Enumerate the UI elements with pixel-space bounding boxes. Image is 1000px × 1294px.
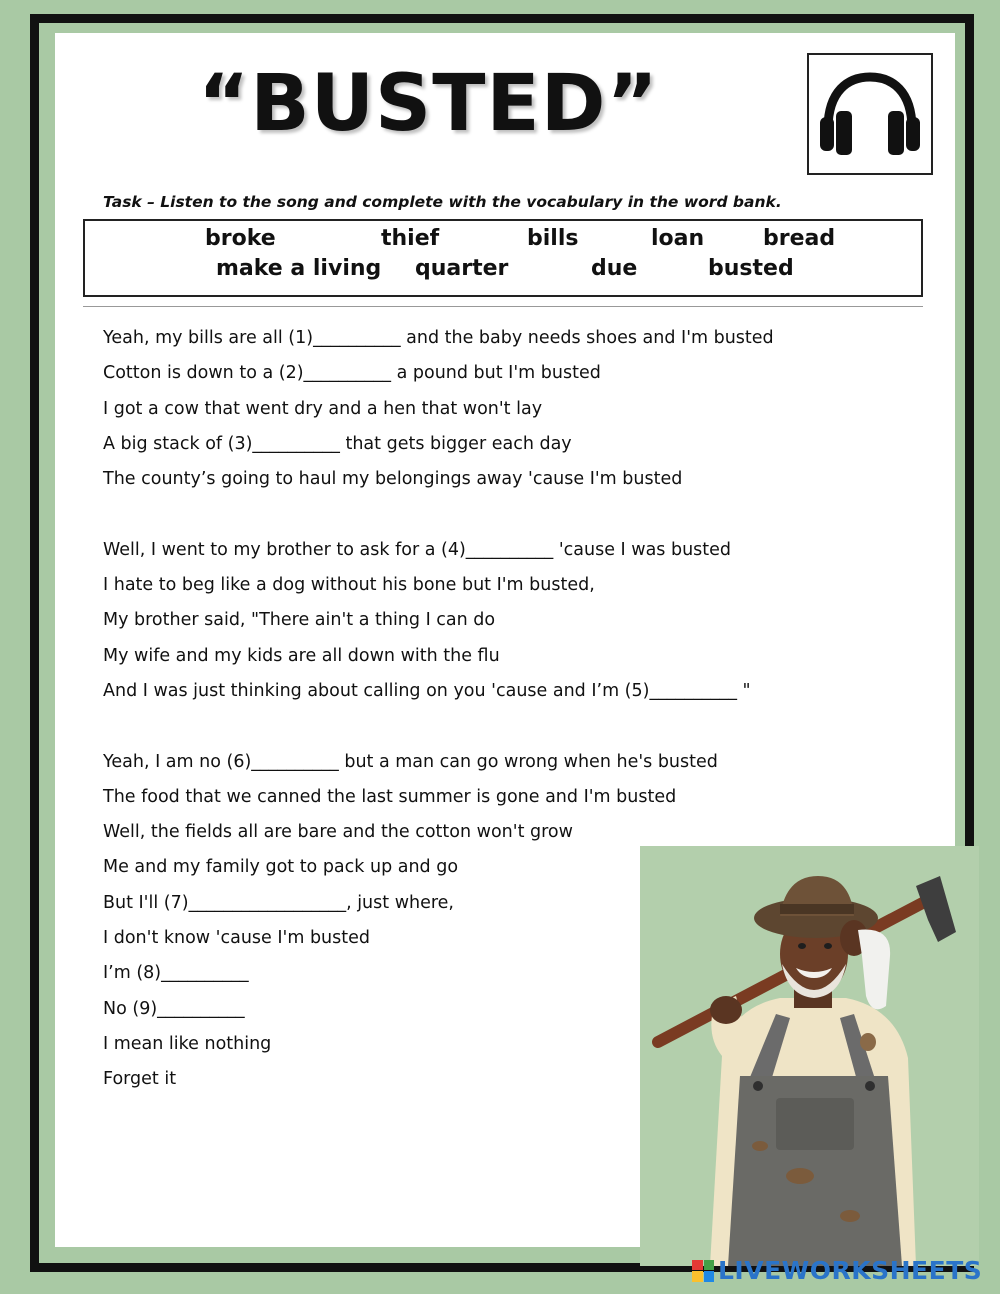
page-title: “BUSTED” — [198, 59, 659, 149]
lyric-line: I mean like nothing — [103, 1033, 272, 1054]
lyric-line: A big stack of (3)__________ that gets bigger each day — [103, 433, 572, 454]
word-bank-item: thief — [381, 226, 440, 251]
headphones-box — [807, 53, 933, 175]
headphones-icon — [818, 71, 922, 157]
watermark-text: LIVEWORKSHEETS — [718, 1256, 983, 1285]
lyric-line: Yeah, I am no (6)__________ but a man can go wrong when he's busted — [103, 751, 718, 772]
liveworksheets-logo-icon — [692, 1260, 714, 1282]
lyric-line: Well, I went to my brother to ask for a (4)__________ 'cause I was busted — [103, 539, 732, 560]
lyric-line: My brother said, "There ain't a thing I can do — [103, 610, 496, 631]
word-bank-item: bread — [763, 226, 836, 251]
lyric-line: Cotton is down to a (2)__________ a pound but I'm busted — [103, 363, 601, 384]
word-bank — [83, 219, 923, 297]
stanza-gap — [103, 709, 863, 744]
word-bank-item: make a living — [216, 256, 382, 281]
task-instructions: Task – Listen to the song and complete with the vocabulary in the word bank. — [103, 193, 782, 211]
word-bank-item: busted — [708, 256, 794, 281]
lyric-line: And I was just thinking about calling on you 'cause and I’m (5)__________ " — [103, 680, 751, 701]
word-bank-item: due — [591, 256, 638, 281]
lyric-line: Yeah, my bills are all (1)__________ and the baby needs shoes and I'm busted — [103, 328, 774, 348]
word-bank-item: quarter — [415, 256, 509, 281]
lyric-line: The food that we canned the last summer is gone and I'm busted — [103, 786, 677, 807]
watermark — [692, 1256, 982, 1285]
worksheet-frame — [30, 14, 974, 1272]
lyric-line: Forget it — [103, 1069, 177, 1090]
worksheet-paper — [55, 33, 955, 1247]
lyric-line: I’m (8)__________ — [103, 963, 249, 984]
lyric-line: I hate to beg like a dog without his bone but I'm busted, — [103, 575, 595, 596]
farmer-illustration — [640, 846, 979, 1266]
lyric-line: I don't know 'cause I'm busted — [103, 928, 371, 949]
word-bank-item: loan — [651, 226, 705, 251]
stanza-gap — [103, 497, 863, 532]
divider — [83, 306, 923, 307]
lyric-line: But I'll (7)__________________, just where, — [103, 892, 454, 913]
word-bank-item: bills — [527, 226, 579, 251]
lyric-line: Me and my family got to pack up and go — [103, 857, 459, 878]
lyric-line: The county’s going to haul my belongings away 'cause I'm busted — [103, 469, 683, 490]
farmer-figure — [640, 846, 979, 1266]
lyric-line: I got a cow that went dry and a hen that won't lay — [103, 398, 543, 419]
lyric-line: No (9)__________ — [103, 998, 245, 1019]
word-bank-item: broke — [205, 226, 276, 251]
lyric-line: Well, the fields all are bare and the cotton won't grow — [103, 822, 573, 843]
lyric-line: My wife and my kids are all down with the flu — [103, 645, 500, 666]
